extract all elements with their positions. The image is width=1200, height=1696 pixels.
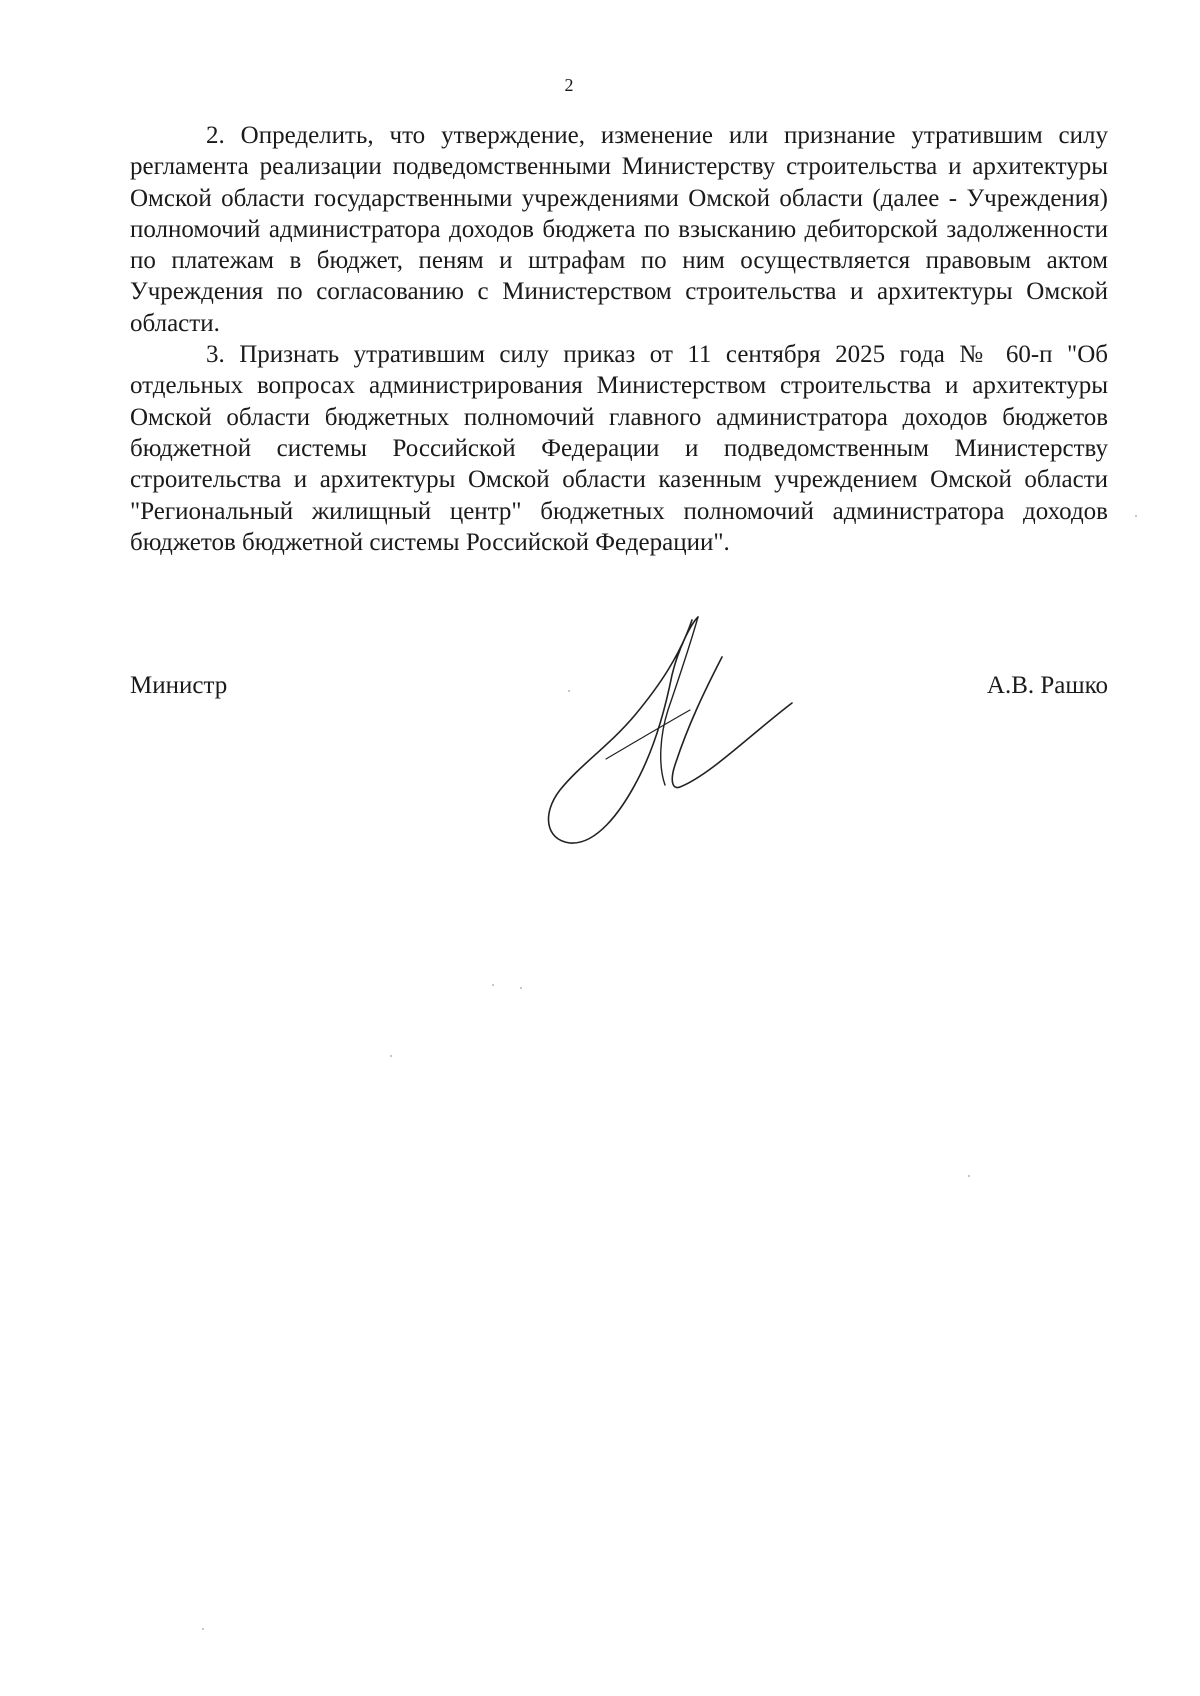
- page-number: 2: [564, 75, 574, 95]
- scan-speck: [492, 984, 494, 986]
- document-body: [130, 120, 1108, 558]
- scan-speck: [968, 1175, 970, 1177]
- signatory-name: А.В. Рашко: [986, 672, 1108, 699]
- scan-speck: [390, 1055, 392, 1057]
- scan-speck: [568, 690, 570, 692]
- scan-speck: [1135, 515, 1137, 517]
- paragraph-3: 3. Признать утратившим силу приказ от 11 сентября 2025 года № 60-п "Об отдельных вопросах администрирования Министерством строительства и архитектуры Омской области бюджетных полномочий главного администратора доходов бюджетов бюджетной системы Российской Федерации и подведомственным Министерству строительства и архитектуры Омской области казенным учреждением Омской области "Региональный жилищный центр" бюджетных полномочий администратора доходов бюджетов бюджетной системы Российской Федерации".: [130, 341, 1108, 556]
- scan-speck: [520, 987, 522, 989]
- scan-speck: [202, 1628, 204, 1630]
- signatory-position: Министр: [130, 672, 228, 699]
- paragraph-2: 2. Определить, что утверждение, изменение или признание утратившим силу регламента реализации подведомственными Министерству строительства и архитектуры Омской области государственными учреждениями Омской области (далее - Учреждения) полномочий администратора доходов бюджета по взысканию дебиторской задолженности по платежам в бюджет, пеням и штрафам по ним осуществляется правовым актом Учреждения по согласованию с Министерством строительства и архитектуры Омской области.: [130, 122, 1108, 337]
- handwritten-signature: [540, 615, 810, 855]
